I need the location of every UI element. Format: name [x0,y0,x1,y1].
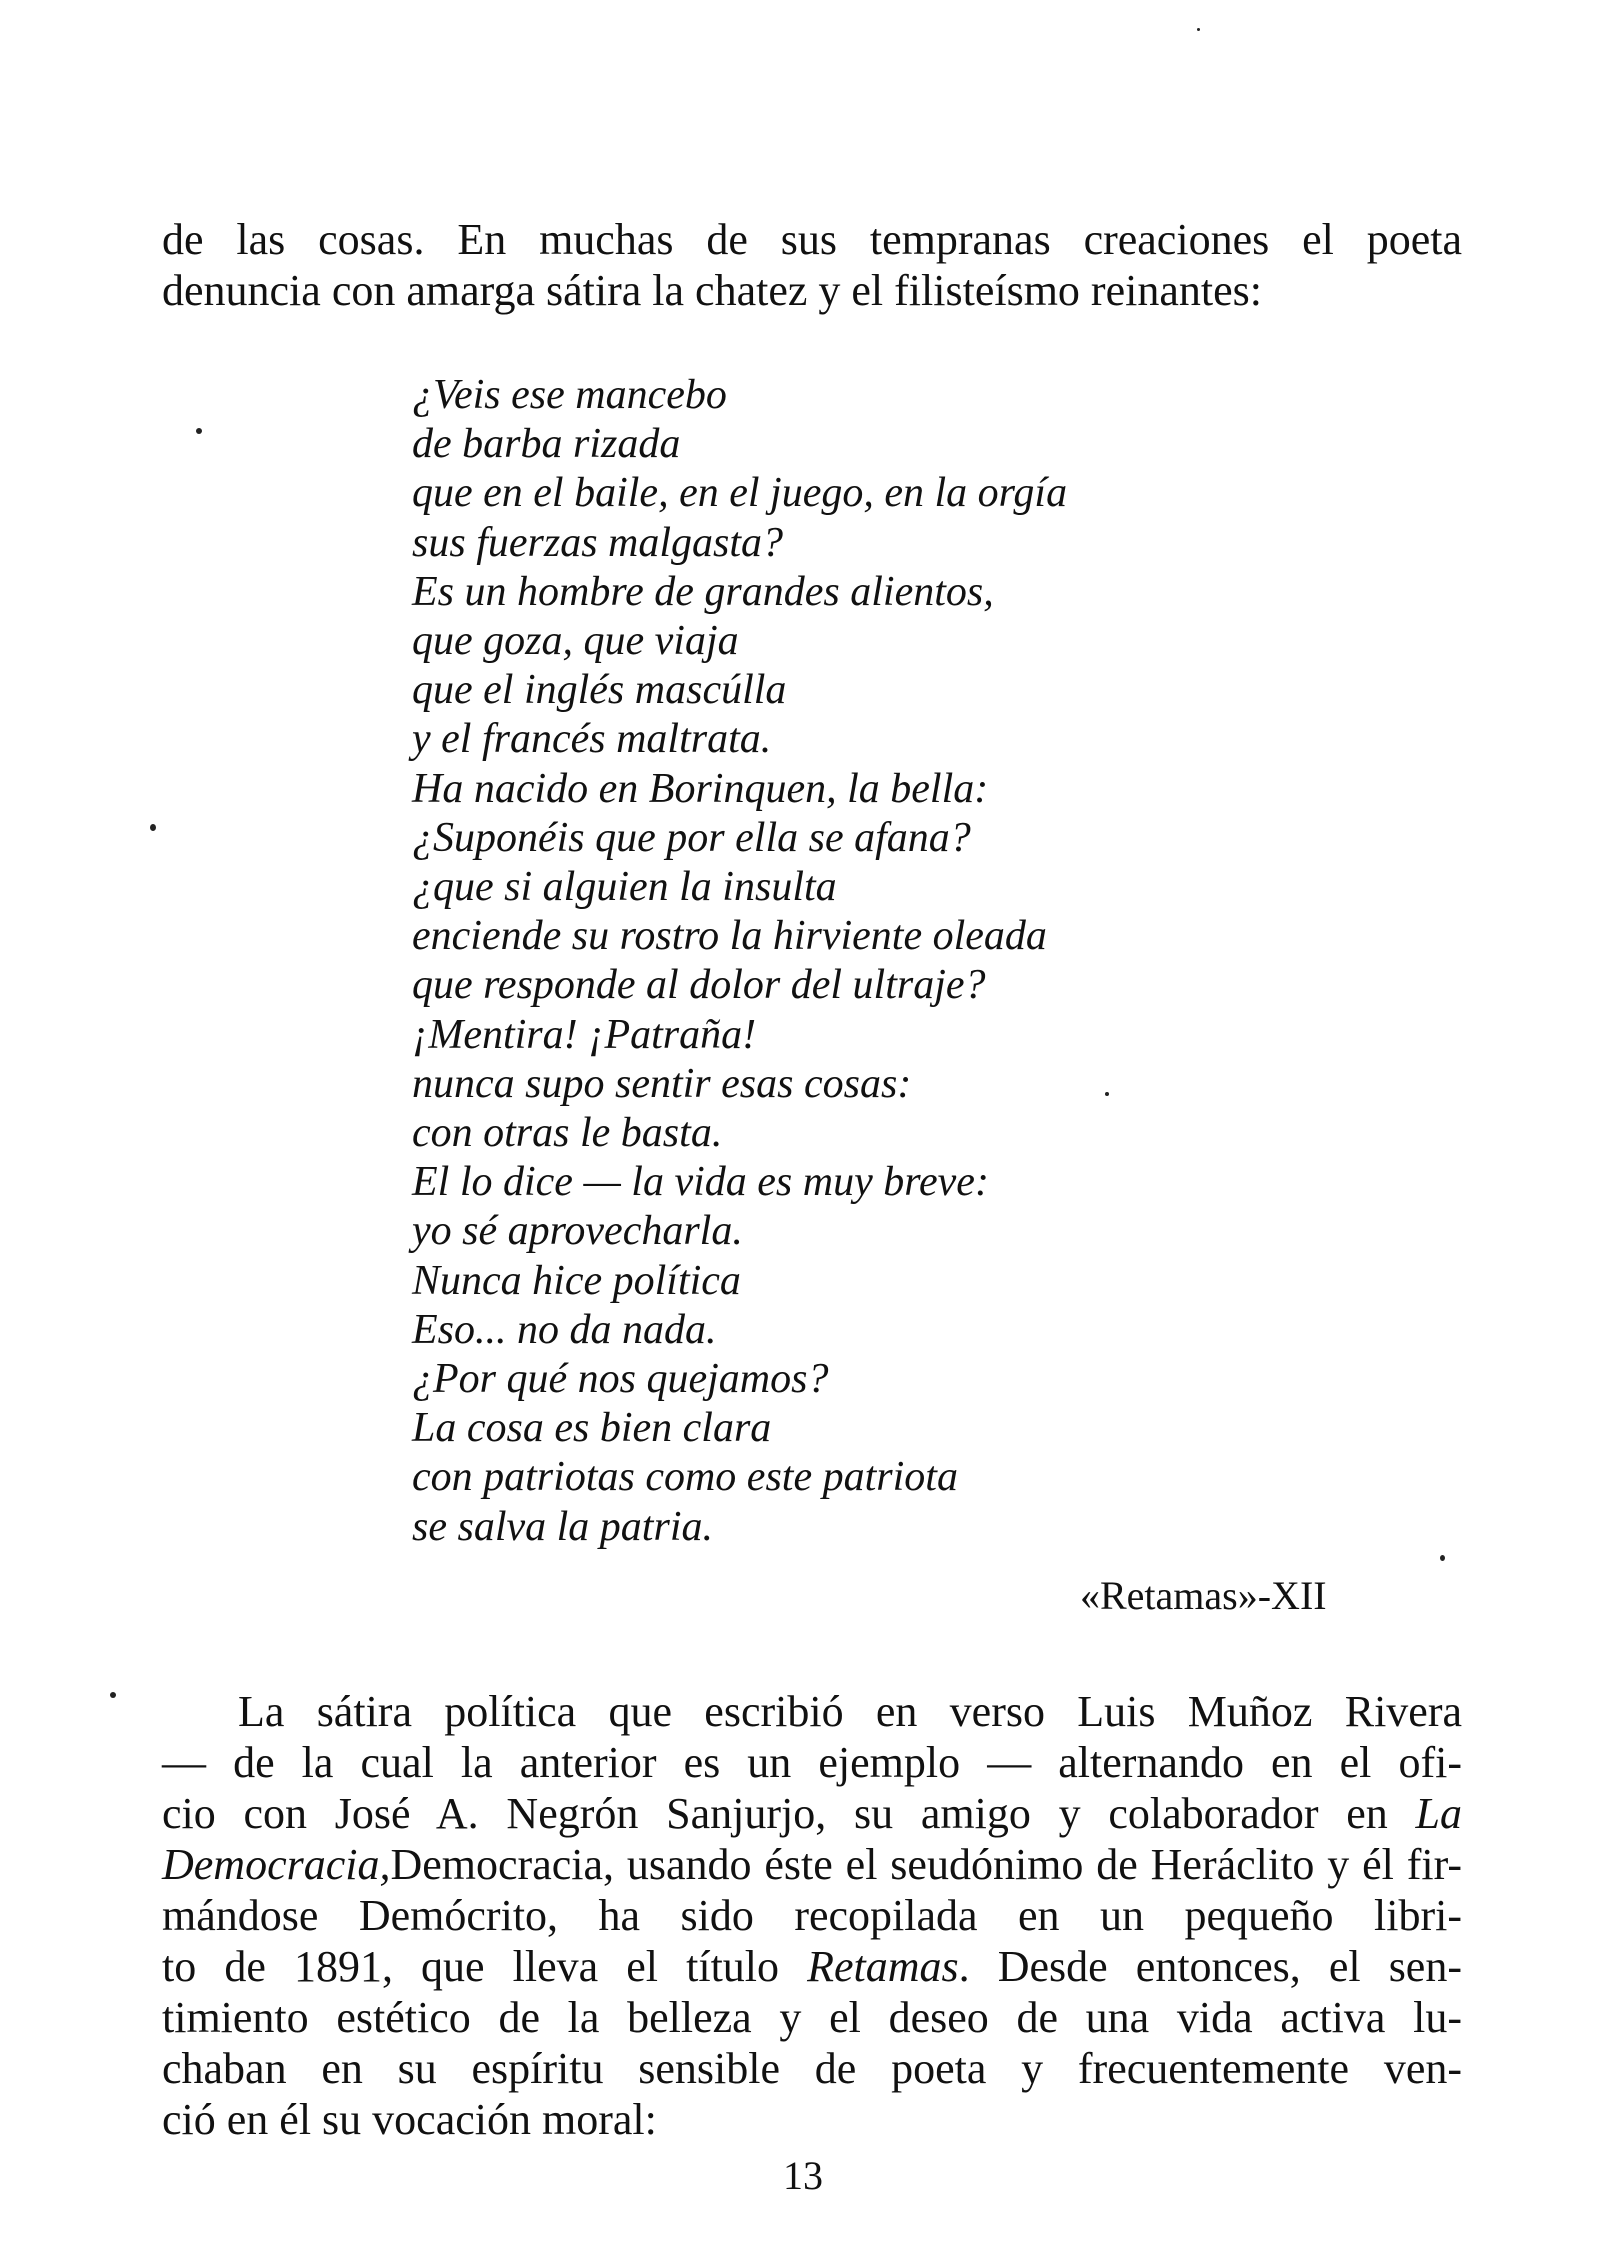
scan-speck [110,1692,116,1698]
scan-speck [1197,28,1200,31]
poem [412,371,1067,1552]
poem-line-19: Nunca hice política [412,1257,741,1304]
poem-line-4: sus fuerzas malgasta? [412,519,784,566]
intro-line-1: de las cosas. En muchas de sus tempranas creaciones el poeta [162,215,1462,264]
poem-line-13: que responde al dolor del ultraje? [412,962,986,1009]
main-line-2: — de la cual la anterior es un ejemplo — alternando en el ofi- [162,1738,1462,1787]
newspaper-title-end: Democracia, [162,1840,391,1889]
poem-line-9: Ha nacido en Borinquen, la bella: [412,765,989,812]
main-line-4 [162,1839,1462,1890]
main-line-5: mándose Demócrito, ha sido recopilada en un pequeño libri- [162,1891,1462,1940]
poem-line-10: ¿Suponéis que por ella se afana? [412,814,971,861]
poem-attribution: «Retamas»-XII [1080,1573,1327,1618]
intro-paragraph [162,214,1462,316]
newspaper-title-start: La [1415,1789,1462,1838]
poem-line-18: yo sé aprovecharla. [412,1208,743,1255]
scan-speck [1440,1555,1445,1561]
poem-line-12: enciende su rostro la hirviente oleada [412,913,1047,960]
main-line-6-text-b: . Desde entonces, el sen- [958,1942,1462,1991]
poem-line-2: de barba rizada [412,421,681,468]
poem-line-15: nunca supo sentir esas cosas: [412,1060,912,1107]
scan-speck [196,428,202,434]
poem-line-1: ¿Veis ese mancebo [412,372,727,418]
poem-line-6: que goza, que viaja [412,618,739,665]
scan-speck [1105,1092,1109,1096]
poem-line-16: con otras le basta. [412,1110,723,1157]
book-title: Retamas [807,1942,959,1991]
poem-line-21: ¿Por qué nos quejamos? [412,1356,829,1403]
poem-line-11: ¿que si alguien la insulta [412,864,837,911]
poem-line-22: La cosa es bien clara [412,1405,772,1452]
poem-line-20: Eso... no da nada. [412,1306,717,1353]
main-line-3 [162,1788,1462,1839]
poem-line-3: que en el baile, en el juego, en la orgía [412,470,1068,517]
poem-line-14: ¡Mentira! ¡Patraña! [412,1011,757,1058]
main-line-7: timiento estético de la belleza y el deseo de una vida activa lu- [162,1993,1462,2042]
main-line-6-text-a: to de 1891, que lleva el título [162,1942,808,1991]
main-line-1: La sátira política que escribió en verso Luis Muñoz Rivera [238,1687,1462,1736]
scan-speck [150,824,156,831]
main-line-3-text: cio con José A. Negrón Sanjurjo, su amigo y colaborador en [162,1789,1416,1838]
poem-line-5: Es un hombre de grandes alientos, [412,568,994,615]
page-number: 13 [783,2153,823,2198]
poem-line-23: con patriotas como este patriota [412,1454,958,1501]
poem-line-17: El lo dice — la vida es muy breve: [412,1159,989,1206]
poem-line-7: que el inglés mascúlla [412,667,787,714]
main-line-6 [162,1941,1462,1992]
intro-line-2: denuncia con amarga sátira la chatez y el filisteísmo reinantes: [162,266,1262,315]
poem-line-24: se salva la patria. [412,1503,713,1550]
main-line-4-text: Democracia, usando éste el seudónimo de Heráclito y él fir- [390,1840,1462,1889]
main-paragraph [162,1686,1462,2145]
main-line-9: ció en él su vocación moral: [162,2095,657,2144]
main-line-8: chaban en su espíritu sensible de poeta y frecuentemente ven- [162,2044,1462,2093]
poem-line-8: y el francés maltrata. [412,716,772,763]
